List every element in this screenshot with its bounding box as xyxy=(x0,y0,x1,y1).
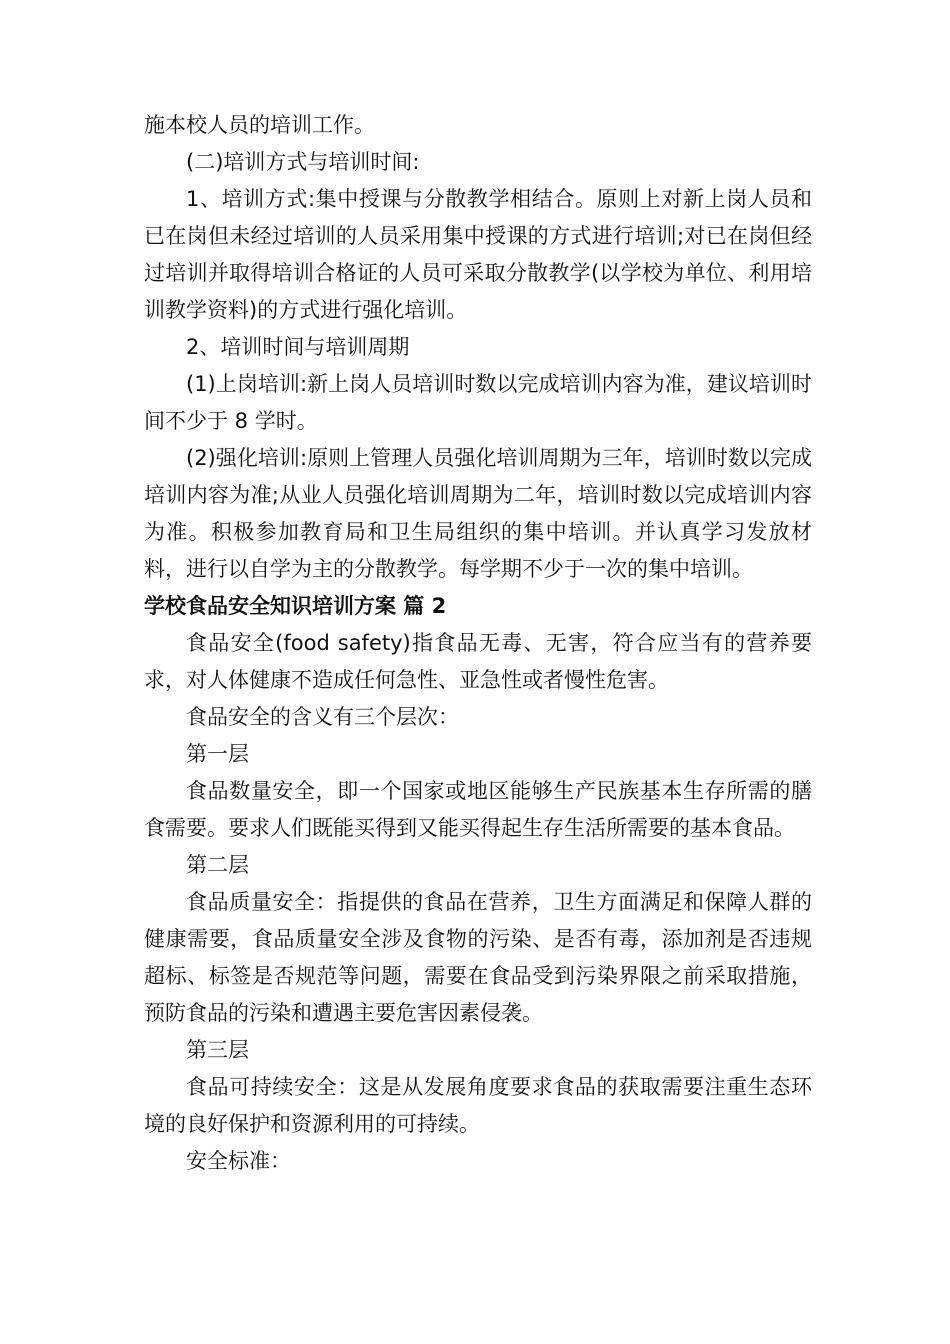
paragraph-onboarding-training: (1)上岗培训:新上岗人员培训时数以完成培训内容为准，建议培训时间不少于 8 学时。 xyxy=(144,372,812,433)
section-heading-training-method: (二)培训方式与培训时间: xyxy=(186,150,420,174)
paragraph-food-safety-definition: 食品安全(food safety)指食品无毒、无害，符合应当有的营养要求，对人体健康不造成任何急性、亚急性或者慢性危害。 xyxy=(144,631,812,692)
paragraph-continuation: 施本校人员的培训工作。 xyxy=(144,113,375,137)
level-label-third: 第三层 xyxy=(186,1038,249,1062)
paragraph-quantity-safety: 食品数量安全，即一个国家或地区能够生产民族基本生存所需的膳食需要。要求人们既能买得到又能买得起生存生活所需要的基本食品。 xyxy=(144,779,812,840)
paragraph-safety-standards: 安全标准： xyxy=(186,1149,291,1173)
subheading-training-period: 2、培训时间与培训周期 xyxy=(186,335,410,359)
section-title-part-2: 学校食品安全知识培训方案 篇 2 xyxy=(144,594,447,618)
paragraph-intensive-training: (2)强化培训:原则上管理人员强化培训周期为三年，培训时数以完成培训内容为准;从业人员强化培训周期为二年，培训时数以完成培训内容为准。积极参加教育局和卫生局组织的集中培训。并认真学习发放材料，进行以自学为主的分散教学。每学期不少于一次的集中培训。 xyxy=(144,446,812,581)
paragraph-three-levels-intro: 食品安全的含义有三个层次： xyxy=(186,705,459,729)
paragraph-quality-safety: 食品质量安全：指提供的食品在营养，卫生方面满足和保障人群的健康需要，食品质量安全涉及食物的污染、是否有毒，添加剂是否违规超标、标签是否规范等问题，需要在食品受到污染界限之前采取措施，预防食品的污染和遭遇主要危害因素侵袭。 xyxy=(144,890,812,1025)
document-body xyxy=(144,107,812,1180)
level-label-first: 第一层 xyxy=(186,742,249,766)
paragraph-sustainable-safety: 食品可持续安全：这是从发展角度要求食品的获取需要注重生态环境的良好保护和资源利用的可持续。 xyxy=(144,1075,812,1136)
paragraph-training-method: 1、培训方式:集中授课与分散教学相结合。原则上对新上岗人员和已在岗但未经过培训的人员采用集中授课的方式进行培训;对已在岗但经过培训并取得培训合格证的人员可采取分散教学(以学校为单位、利用培训教学资料)的方式进行强化培训。 xyxy=(144,187,812,322)
level-label-second: 第二层 xyxy=(186,853,249,877)
